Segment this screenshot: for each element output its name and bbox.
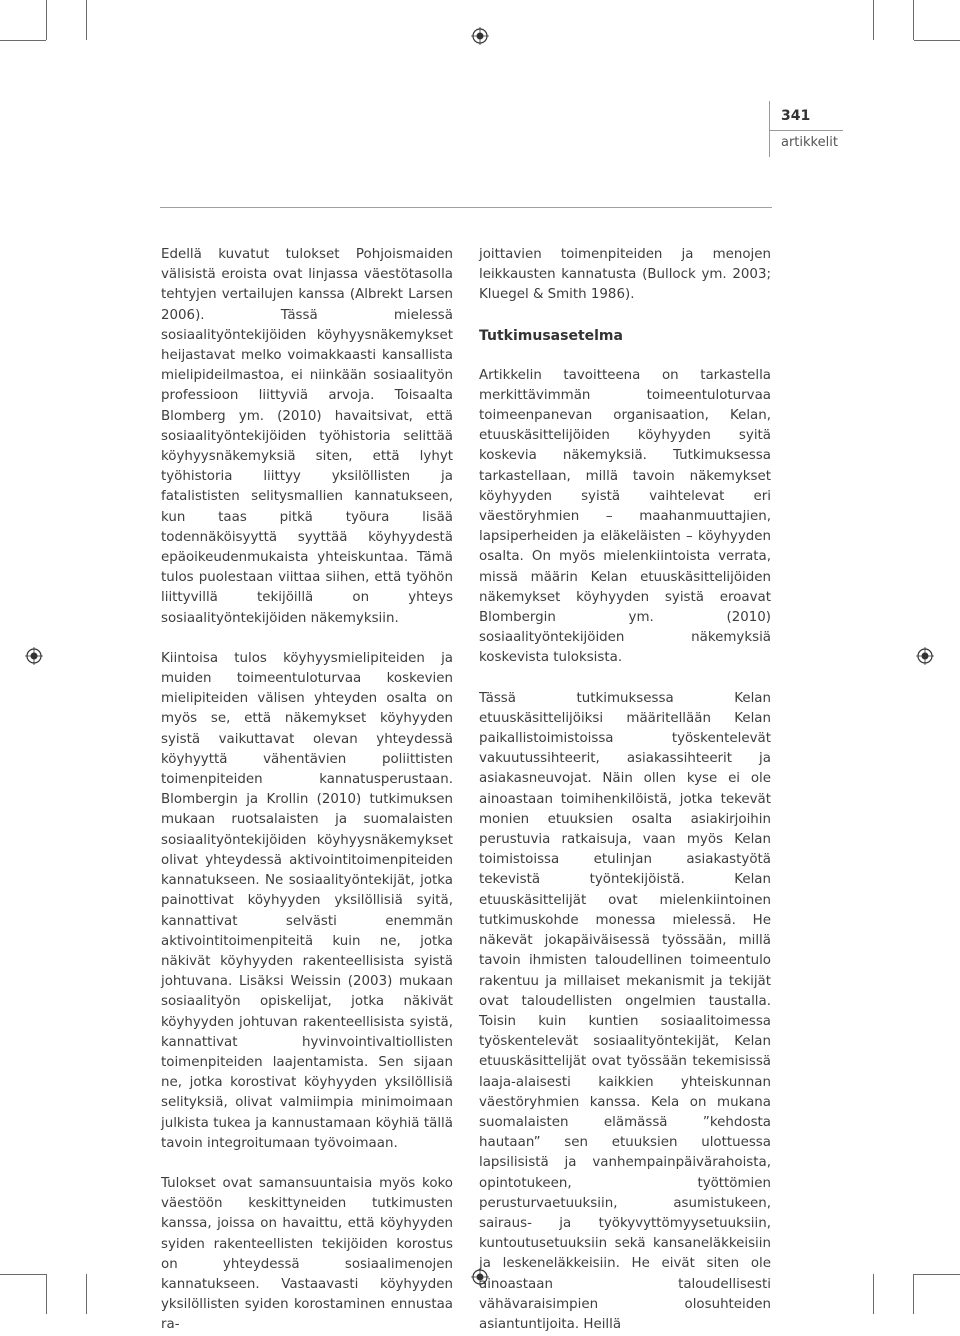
paragraph: Tulokset ovat samansuuntaisia myös koko väestöön keskittyneiden tutkimusten kanssa, joissa on havaittu, että köyhyyden syiden rakenteellisten tekijöiden korostus on yhteydessä sosiaalimenojen kannatukseen. Vastaavasti köyhyyden yksilöllisten syiden korostaminen ennustaa ra- — [161, 1175, 453, 1333]
crop-mark — [914, 1274, 960, 1275]
top-rule — [160, 207, 772, 208]
crop-mark — [873, 0, 874, 40]
page-number: 341 — [781, 108, 811, 124]
paragraph: Artikkelin tavoitteena on tarkastella merkittävimmän toimeentuloturvaa toimeenpanevan organisaation, Kelan, etuuskäsittelijöiden köyhyyden syitä koskevia näkemyksiä. Tutkimuksessa tarkastellaan, millä tavoin näkemykset köyhyyden syistä vaihtelevat eri väestöryhmien – maahanmuuttajien, lapsiperheiden ja eläkeläisten – köyhyyden osalta. On myös mielenkiintoista verrata, missä määrin Kelan etuuskäsittelijöiden näkemykset köyhyyden syistä eroavat Blombergin ym. (2010) sosiaalityöntekijöiden näkemyksiä koskevista tuloksista. — [479, 367, 771, 666]
crop-mark — [913, 0, 914, 40]
crop-mark — [46, 1274, 47, 1314]
paragraph: Kiintoisa tulos köyhyysmielipiteiden ja muiden toimeentuloturvaa koskevien mielipiteiden välisen yhteyden osalta on myös se, että näkemykset köyhyyden syistä vaikuttavat olevan yhteydessä köyhyyttä vähentävien poliittisten toimenpiteiden kannatusperustaan. Blombergin ja Krollin (2010) tutkimuksen mukaan ruotsalaisten ja suomalaisten sosiaalityöntekijöiden köyhyysnäkemykset olivat yhteydessä aktivointitoimenpiteiden kannatukseen. Ne sosiaalityöntekijät, jotka painottivat köyhyyden yksilöllisiä syitä, kannattivat selvästi enemmän aktivointitoimenpiteitä kuin ne, jotka näkivät köyhyyden rakenteellisista syistä johtuvana. Lisäksi Weissin (2003) mukaan sosiaalityön opiskelijat, jotka näkivät köyhyyden johtuvan rakenteellisista syistä, kannattivat hyvinvointivaltiollisten toimenpiteiden laajentamista. Sen sijaan ne, jotka korostivat köyhyyden yksilöllisiä selityksiä, olivat valmiimpia minimoimaan julkista tukea ja kannustamaan köyhiä tällä tavoin integroitumaan työvoimaan. — [161, 650, 453, 1151]
crop-mark — [0, 1274, 46, 1275]
registration-mark-icon — [25, 647, 43, 665]
header-rule-vertical — [769, 101, 770, 157]
crop-mark — [873, 1274, 874, 1314]
registration-mark-icon — [916, 647, 934, 665]
crop-mark — [46, 0, 47, 40]
section-heading: Tutkimusasetelma — [479, 327, 623, 344]
crop-mark — [914, 40, 960, 41]
paragraph: Tässä tutkimuksessa Kelan etuuskäsittelijöiksi määritellään Kelan paikallistoimistoissa työskentelevät vakuutussihteerit, asiakassihteerit ja asiakasneuvojat. Näin ollen kyse ei ole ainoastaan toimihenkilöistä, jotka tekevät monien etuuksien osalta asiakirjoihin perustuvia ratkaisuja, vaan myös Kelan toimistoissa etulinjan asiakastyötä tekevistä työntekijöistä. Kelan etuuskäsittelijät ovat mielenkiintoinen tutkimuskohde monessa mielessä. He näkevät jokapäiväisessä työssään, millä tavoin ihmisten taloudellinen toimeentulo rakentuu ja millaiset mekanismit ja tekijät ovat taloudellisten ongelmien taustalla. Toisin kuin kuntien sosiaalitoimessa työskentelevät sosiaalityöntekijät, Kelan etuuskäsittelijät ovat työssään tekemisissä laaja-alaisesti kaikkien yhteiskunnan väestöryhmien kanssa. Kela on mukana suomalaisten elämässä ”kehdosta hautaan” sen etuuksien ulottuessa lapsilisistä ja vanhempainpäivärahoista, opintotukeen, työttömien perusturvaetuuksiin, asumistukeen, sairaus- ja työkyvyttömyysetuuksiin, kuntoutusetuuksiin sekä kansaneläkkeisiin ja leskeneläkkeisiin. He eivät siten ole ainoastaan taloudellisesti vähävaraisimpien olosuhteiden asiantuntijoita. Heillä — [479, 690, 771, 1332]
section-label: artikkelit — [781, 135, 838, 150]
paragraph: joittavien toimenpiteiden ja menojen leikkausten kannatusta (Bullock ym. 2003; Kluegel & Smith 1986). — [479, 247, 771, 303]
header-rule-horizontal — [769, 130, 843, 131]
left-column — [161, 245, 453, 1336]
registration-mark-icon — [471, 27, 489, 45]
crop-mark — [913, 1274, 914, 1314]
right-column — [479, 245, 771, 1335]
crop-mark — [86, 0, 87, 40]
crop-mark — [86, 1274, 87, 1314]
crop-mark — [0, 40, 46, 41]
paragraph: Edellä kuvatut tulokset Pohjoismaiden välisistä eroista ovat linjassa väestötasolla tehtyjen vertailujen kanssa (Albrekt Larsen 2006). Tässä mielessä sosiaalityöntekijöiden köyhyysnäkemykset heijastavat melko voimakkaasti kansallista mielipideilmastoa, ei niinkään sosiaalityön professioon liittyviä arvoja. Toisaalta Blomberg ym. (2010) havaitsivat, että sosiaalityöntekijöiden työhistoria selittää köyhyysnäkemyksiä siten, että lyhyt työhistoria liittyy yksilöllisten ja fatalististen selitysmallien kannatukseen, kun taas pitkä työura lisää todennäköisyyttä syyttää köyhyydestä epäoikeudenmukaista yhteiskuntaa. Tämä tulos puolestaan viittaa siihen, että työhön liittyvillä tekijöillä on yhteys sosiaalityöntekijöiden näkemyksiin. — [161, 247, 453, 626]
